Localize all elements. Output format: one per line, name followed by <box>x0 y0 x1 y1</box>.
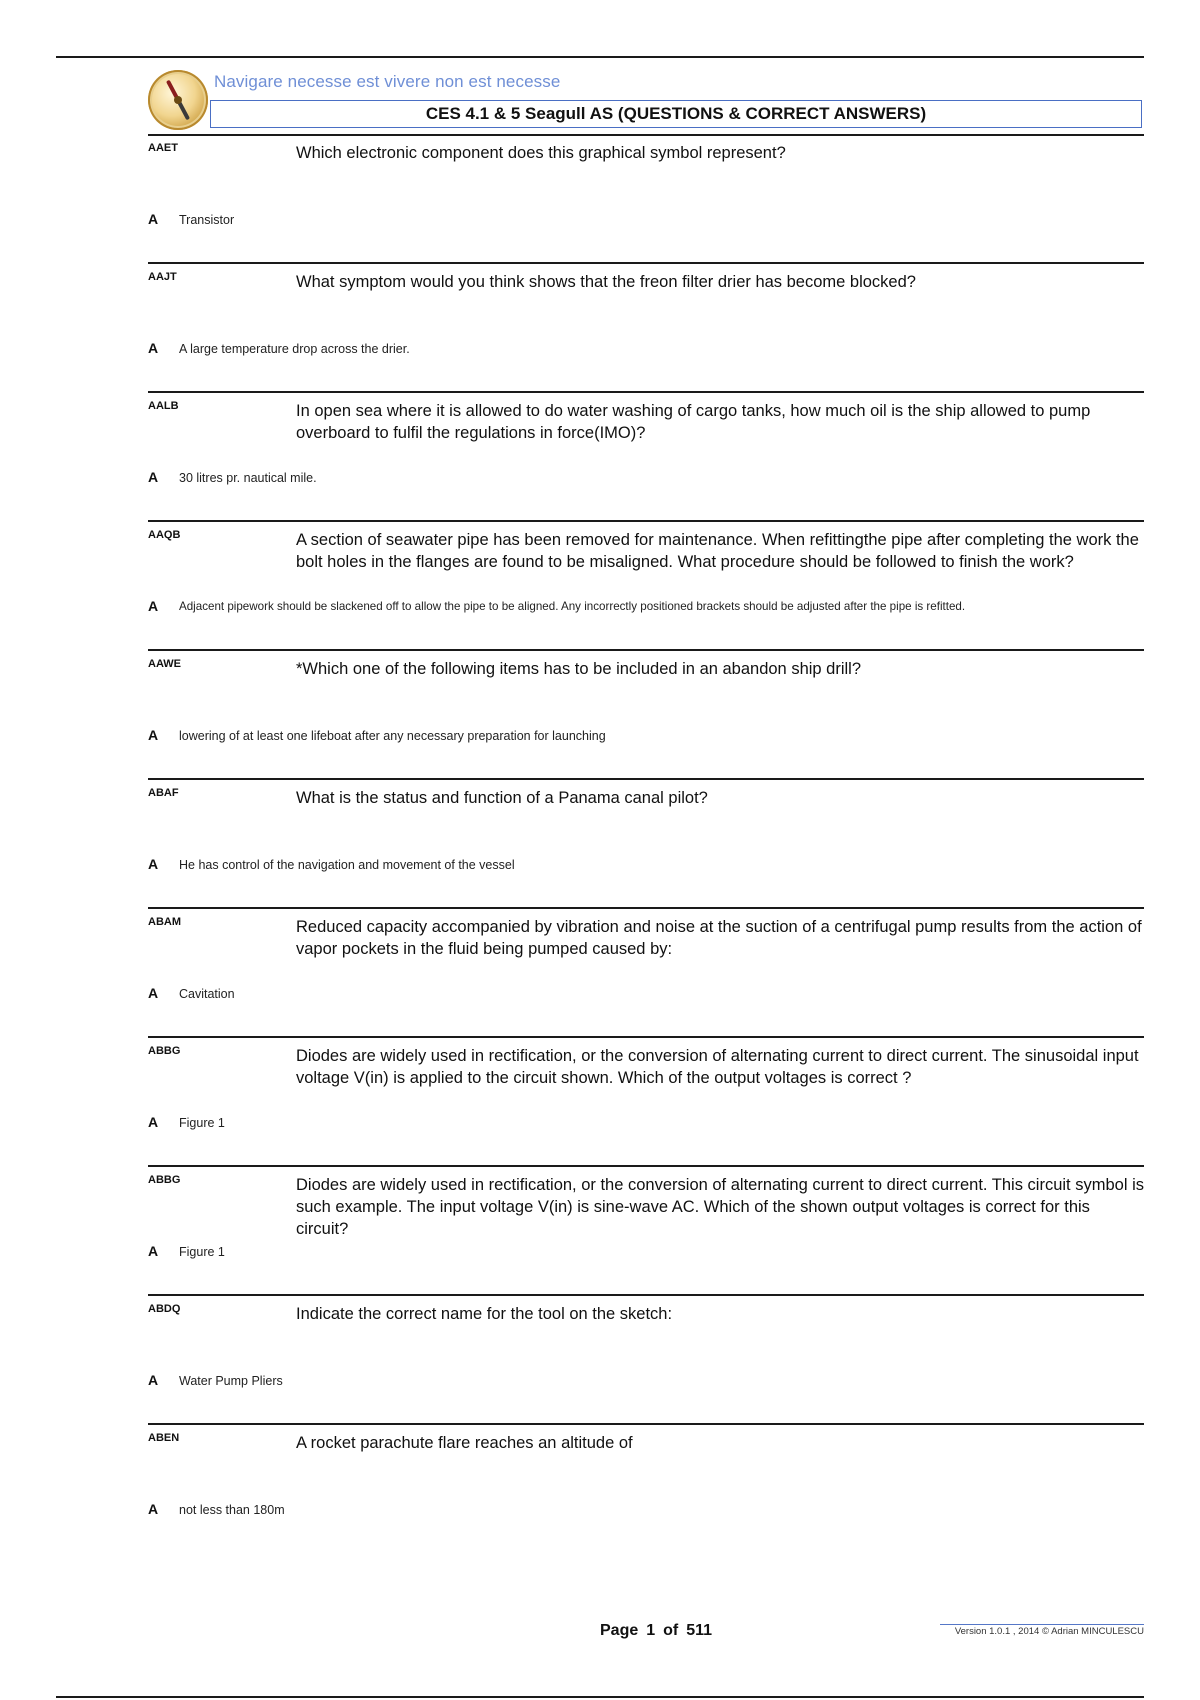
question-item <box>148 1041 1144 1170</box>
page-indicator <box>600 1622 720 1640</box>
answer-label: A <box>148 1243 159 1259</box>
page-word: Page <box>600 1622 639 1639</box>
answer-text: 30 litres pr. nautical mile. <box>179 471 317 485</box>
answer-label: A <box>148 1114 159 1130</box>
question-text: A section of seawater pipe has been removed for maintenance. When refittingthe pipe after completing the work the bolt holes in the flanges are found to be misaligned. What procedure should be followed to finish the work? <box>296 531 1139 571</box>
answer-text: A large temperature drop across the drier. <box>179 342 410 356</box>
question-divider <box>148 907 1144 909</box>
question-divider <box>148 1036 1144 1038</box>
answer-label: A <box>148 1372 159 1388</box>
question-text: In open sea where it is allowed to do water washing of cargo tanks, how much oil is the ship allowed to pump overboard to fulfil the regulations in force(IMO)? <box>296 402 1091 442</box>
question-item <box>148 912 1144 1041</box>
question-divider <box>148 778 1144 780</box>
question-divider <box>148 520 1144 522</box>
compass-hub <box>174 96 182 104</box>
answer-label: A <box>148 340 159 356</box>
question-item <box>148 138 1144 267</box>
question-text: Diodes are widely used in rectification, or the conversion of alternating current to direct current. This circuit symbol is such example. The input voltage V(in) is sine-wave AC. Which of the shown output voltages is correct for this circuit? <box>296 1176 1144 1238</box>
question-code: AALB <box>148 400 179 412</box>
question-divider <box>148 391 1144 393</box>
version-note: Version 1.0.1 , 2014 © Adrian MINCULESCU <box>940 1624 1144 1637</box>
answer-text: Cavitation <box>179 987 235 1001</box>
answer-label: A <box>148 985 159 1001</box>
top-rule <box>56 56 1144 58</box>
answer-text: not less than 180m <box>179 1503 285 1517</box>
question-code: AAJT <box>148 271 177 283</box>
page-number: 1 <box>646 1622 656 1639</box>
bottom-rule <box>56 1696 1144 1698</box>
question-code: ABEN <box>148 1432 180 1444</box>
answer-label: A <box>148 1501 159 1517</box>
answer-label: A <box>148 598 159 614</box>
question-code: ABBG <box>148 1045 181 1057</box>
question-code: ABAF <box>148 787 179 799</box>
question-item <box>148 396 1144 525</box>
question-text: *Which one of the following items has to be included in an abandon ship drill? <box>296 660 862 678</box>
question-item <box>148 1170 1144 1299</box>
question-code: ABAM <box>148 916 181 928</box>
header-motto: Navigare necesse est vivere non est necesse <box>214 72 561 91</box>
question-item <box>148 525 1144 654</box>
answer-text: Transistor <box>179 213 235 227</box>
question-code: AAWE <box>148 658 181 670</box>
of-word: of <box>663 1622 679 1639</box>
question-item <box>148 783 1144 912</box>
answer-text: Adjacent pipework should be slackened off to allow the pipe to be aligned. Any incorrectly positioned brackets should be adjusted after the pipe is refitted. <box>179 600 966 613</box>
question-item <box>148 1299 1144 1428</box>
question-divider <box>148 1165 1144 1167</box>
answer-label: A <box>148 211 159 227</box>
document-title: CES 4.1 & 5 Seagull AS (QUESTIONS & CORRECT ANSWERS) <box>210 100 1142 128</box>
answer-text: Figure 1 <box>179 1245 225 1259</box>
question-divider <box>148 649 1144 651</box>
question-code: ABDQ <box>148 1303 181 1315</box>
question-divider <box>148 262 1144 264</box>
question-text: Indicate the correct name for the tool on the sketch: <box>296 1305 673 1323</box>
answer-label: A <box>148 727 159 743</box>
answer-text: Figure 1 <box>179 1116 225 1130</box>
question-item <box>148 267 1144 396</box>
header-rule <box>148 134 1144 136</box>
question-text: What symptom would you think shows that the freon filter drier has become blocked? <box>296 273 916 291</box>
question-divider <box>148 1423 1144 1425</box>
question-text: A rocket parachute flare reaches an altitude of <box>296 1434 633 1452</box>
answer-text: He has control of the navigation and movement of the vessel <box>179 858 515 872</box>
answer-label: A <box>148 856 159 872</box>
question-list <box>148 138 1144 1557</box>
question-divider <box>148 1294 1144 1296</box>
question-text: Diodes are widely used in rectification, or the conversion of alternating current to direct current. The sinusoidal input voltage V(in) is applied to the circuit shown. Which of the output voltages is correct ? <box>296 1047 1139 1087</box>
answer-text: Water Pump Pliers <box>179 1374 283 1388</box>
question-code: AAQB <box>148 529 181 541</box>
answer-label: A <box>148 469 159 485</box>
question-item <box>148 654 1144 783</box>
page-total: 511 <box>686 1622 713 1639</box>
question-item <box>148 1428 1144 1557</box>
question-text: Reduced capacity accompanied by vibration and noise at the suction of a centrifugal pump results from the action of vapor pockets in the fluid being pumped caused by: <box>296 918 1142 958</box>
question-code: ABBG <box>148 1174 181 1186</box>
question-code: AAET <box>148 142 178 154</box>
question-text: What is the status and function of a Panama canal pilot? <box>296 789 708 807</box>
compass-icon <box>148 70 208 130</box>
question-text: Which electronic component does this graphical symbol represent? <box>296 144 786 162</box>
page-header <box>148 68 1144 138</box>
answer-text: lowering of at least one lifeboat after any necessary preparation for launching <box>179 729 606 743</box>
